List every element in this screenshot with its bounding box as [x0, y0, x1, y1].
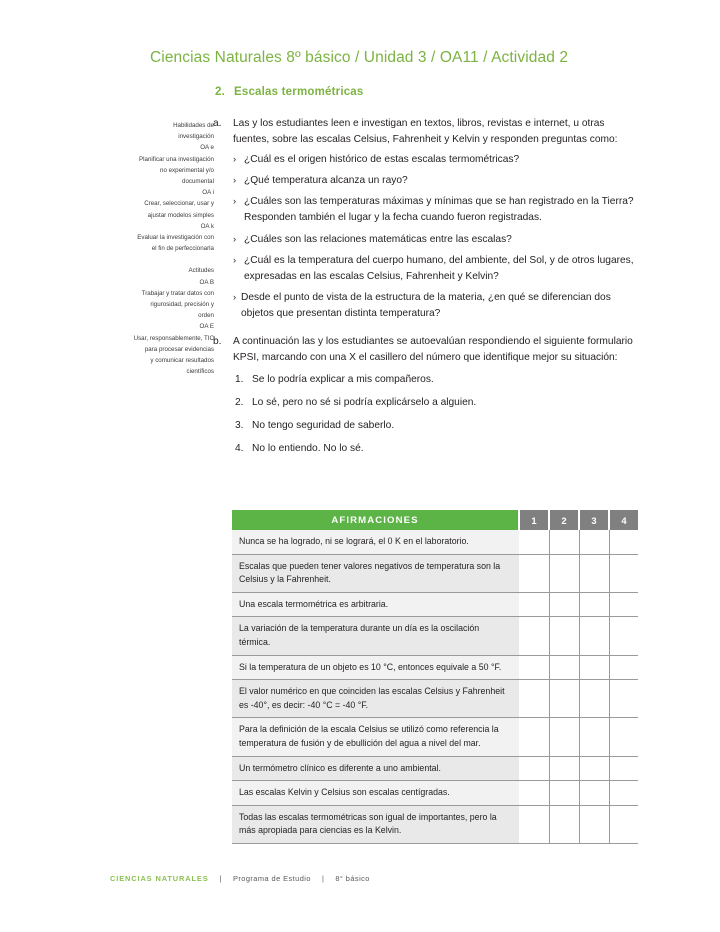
statement-text: El valor numérico en que coinciden las escalas Celsius y Fahrenheit es -40°, es decir: -40 °C = -40 °F. [232, 680, 519, 718]
table-row [232, 805, 638, 843]
sidebar-objectives [62, 120, 214, 377]
checkbox-cell-4[interactable] [609, 805, 638, 843]
table-row [232, 617, 638, 655]
statement-text: Las escalas Kelvin y Celsius son escalas centígradas. [232, 781, 519, 806]
sidebar-line: ajustar modelos simples [147, 211, 214, 219]
checkbox-cell-2[interactable] [549, 554, 579, 592]
checkbox-cell-4[interactable] [609, 592, 638, 617]
checkbox-cell-2[interactable] [549, 530, 579, 554]
checkbox-cell-1[interactable] [519, 617, 549, 655]
sidebar-line: rigurosidad, precisión y [150, 301, 214, 309]
kpsi-table-body [232, 530, 638, 843]
sidebar-spacer [62, 254, 214, 265]
document-header [150, 48, 670, 68]
sidebar-line: y comunicar resultados [150, 357, 214, 365]
kpsi-option [235, 372, 638, 388]
checkbox-cell-1[interactable] [519, 718, 549, 756]
sidebar-line: OA E [199, 323, 214, 331]
question-text: ¿Qué temperatura alcanza un rayo? [244, 175, 408, 187]
sidebar-line: para procesar evidencias [144, 345, 214, 353]
checkbox-cell-3[interactable] [579, 554, 609, 592]
main-content [213, 116, 638, 464]
checkbox-cell-1[interactable] [519, 655, 549, 680]
checkbox-cell-1[interactable] [519, 805, 549, 843]
table-row [232, 680, 638, 718]
checkbox-cell-4[interactable] [609, 680, 638, 718]
chevron-right-icon: › [233, 292, 237, 304]
option-number: 1. [235, 374, 244, 386]
sidebar-line: investigación [178, 133, 214, 141]
item-b-text: A continuación las y los estudiantes se autoevalúan respondiendo el siguiente formulario KPSI, marcando con una X el casillero del número que identifique mejor su situación: [233, 335, 633, 364]
question-item [233, 232, 638, 248]
chevron-right-icon: › [233, 233, 237, 245]
checkbox-cell-2[interactable] [549, 756, 579, 781]
sidebar-line: documental [182, 178, 214, 186]
sidebar-line: no experimental y/o [160, 166, 214, 174]
kpsi-option [235, 441, 638, 457]
checkbox-cell-3[interactable] [579, 655, 609, 680]
sidebar-line: OA i [202, 189, 214, 197]
page-title: Ciencias Naturales 8º básico / Unidad 3 / OA11 / Actividad 2 [150, 49, 569, 66]
sidebar-line: OA e [200, 144, 214, 152]
checkbox-cell-1[interactable] [519, 554, 549, 592]
question-list [233, 152, 638, 323]
question-item [233, 194, 638, 226]
sidebar-line: el fin de perfeccionarla [151, 245, 214, 253]
sidebar-block-habilidades [62, 120, 214, 254]
column-header-2: 2 [549, 510, 579, 530]
checkbox-cell-1[interactable] [519, 680, 549, 718]
checkbox-cell-1[interactable] [519, 781, 549, 806]
checkbox-cell-2[interactable] [549, 617, 579, 655]
kpsi-table-head [232, 510, 638, 530]
kpsi-option [235, 418, 638, 434]
activity-item-b [213, 334, 638, 367]
option-text: No tengo seguridad de saberlo. [252, 420, 395, 432]
kpsi-option-list [235, 372, 638, 457]
kpsi-option [235, 395, 638, 411]
sidebar-line: Habilidades de [173, 122, 214, 129]
question-text: Desde el punto de vista de la estructura de la materia, ¿en qué se diferencian dos objetos que presentan distinta temperatura? [241, 292, 611, 320]
statement-text: La variación de la temperatura durante un día es la oscilación térmica. [232, 617, 519, 655]
checkbox-cell-1[interactable] [519, 756, 549, 781]
table-row [232, 530, 638, 554]
footer-grade: 8° básico [335, 874, 370, 883]
question-item [233, 253, 638, 285]
option-text: Se lo podría explicar a mis compañeros. [252, 374, 434, 386]
question-text: ¿Cuál es la temperatura del cuerpo humano, del ambiente, del Sol, y de otros lugares, expresadas en las escalas Celsius, Fahrenheit y Kelvin? [244, 254, 634, 283]
option-number: 3. [235, 420, 244, 432]
section-title: Escalas termométricas [234, 86, 364, 98]
option-number: 4. [235, 443, 244, 455]
footer-program: Programa de Estudio [232, 874, 311, 883]
checkbox-cell-2[interactable] [549, 680, 579, 718]
option-text: No lo entiendo. No lo sé. [252, 443, 364, 455]
checkbox-cell-3[interactable] [579, 530, 609, 554]
checkbox-cell-3[interactable] [579, 805, 609, 843]
checkbox-cell-4[interactable] [609, 554, 638, 592]
item-marker-a: a. [213, 118, 222, 129]
section-number: 2. [215, 86, 225, 98]
kpsi-table-container [232, 510, 638, 844]
table-row [232, 756, 638, 781]
sidebar-block-actitudes [62, 265, 214, 377]
statement-text: Una escala termométrica es arbitraria. [232, 592, 519, 617]
table-header-row [232, 510, 638, 530]
footer-brand: CIENCIAS NATURALES [110, 874, 209, 883]
checkbox-cell-1[interactable] [519, 592, 549, 617]
table-row [232, 592, 638, 617]
column-header-afirmaciones: AFIRMACIONES [232, 510, 519, 530]
sidebar-line: Planificar una investigación [139, 155, 214, 163]
column-header-1: 1 [519, 510, 549, 530]
item-a-text: Las y los estudiantes leen e investigan en textos, libros, revistas e internet, u otras fuentes, sobre las escalas Celsius, Fahrenheit y Kelvin y responden preguntas como: [233, 118, 618, 146]
checkbox-cell-3[interactable] [579, 680, 609, 718]
checkbox-cell-2[interactable] [549, 805, 579, 843]
column-header-4: 4 [609, 510, 638, 530]
sidebar-line: OA k [200, 222, 214, 230]
chevron-right-icon: › [233, 196, 237, 208]
checkbox-cell-3[interactable] [579, 756, 609, 781]
column-header-3: 3 [579, 510, 609, 530]
sidebar-line: Trabajar y tratar datos con [141, 289, 214, 297]
checkbox-cell-1[interactable] [519, 530, 549, 554]
sidebar-line: OA B [199, 278, 214, 286]
checkbox-cell-2[interactable] [549, 781, 579, 806]
section-heading [215, 86, 364, 98]
question-item [233, 173, 638, 189]
chevron-right-icon: › [233, 254, 237, 266]
checkbox-cell-4[interactable] [609, 530, 638, 554]
sidebar-line: Usar, responsablemente, TIC [133, 334, 214, 342]
table-row [232, 718, 638, 756]
checkbox-cell-4[interactable] [609, 655, 638, 680]
question-text: ¿Cuáles son las relaciones matemáticas entre las escalas? [244, 233, 512, 245]
statement-text: Todas las escalas termométricas son igual de importantes, pero la más apropiada para ciencias es la Kelvin. [232, 805, 519, 843]
sidebar-line: orden [198, 312, 214, 320]
checkbox-cell-3[interactable] [579, 718, 609, 756]
page-footer [110, 874, 370, 883]
statement-text: Un termómetro clínico es diferente a uno ambiental. [232, 756, 519, 781]
item-marker-b: b. [213, 335, 222, 347]
kpsi-table [232, 510, 638, 844]
sidebar-line: científicos [186, 368, 214, 376]
option-number: 2. [235, 397, 244, 409]
sidebar-line: Actitudes [188, 267, 214, 275]
table-row [232, 554, 638, 592]
table-row [232, 781, 638, 806]
footer-separator: | [219, 874, 222, 883]
activity-item-a [213, 116, 638, 149]
question-item [233, 152, 638, 168]
chevron-right-icon: › [233, 153, 237, 165]
statement-text: Si la temperatura de un objeto es 10 °C, entonces equivale a 50 °F. [232, 655, 519, 680]
checkbox-cell-2[interactable] [549, 718, 579, 756]
checkbox-cell-4[interactable] [609, 781, 638, 806]
checkbox-cell-3[interactable] [579, 592, 609, 617]
statement-text: Escalas que pueden tener valores negativos de temperatura son la Celsius y la Fahrenheit. [232, 554, 519, 592]
table-row [232, 655, 638, 680]
checkbox-cell-2[interactable] [549, 592, 579, 617]
checkbox-cell-4[interactable] [609, 718, 638, 756]
checkbox-cell-2[interactable] [549, 655, 579, 680]
sidebar-line: Crear, seleccionar, usar y [144, 200, 214, 208]
chevron-right-icon: › [233, 175, 237, 187]
checkbox-cell-4[interactable] [609, 617, 638, 655]
option-text: Lo sé, pero no sé si podría explicárselo a alguien. [252, 397, 477, 409]
checkbox-cell-4[interactable] [609, 756, 638, 781]
checkbox-cell-3[interactable] [579, 617, 609, 655]
question-text: ¿Cuáles son las temperaturas máximas y mínimas que se han registrado en la Tierra? Responden también el lugar y la fecha cuando fueron registradas. [244, 196, 634, 224]
footer-separator: | [321, 874, 325, 883]
question-item [233, 290, 638, 322]
question-text: ¿Cuál es el origen histórico de estas escalas termométricas? [244, 153, 520, 165]
checkbox-cell-3[interactable] [579, 781, 609, 806]
statement-text: Nunca se ha logrado, ni se logrará, el 0 K en el laboratorio. [232, 530, 519, 554]
sidebar-line: Evaluar la investigación con [137, 234, 214, 242]
statement-text: Para la definición de la escala Celsius se utilizó como referencia la temperatura de fusión y de ebullición del agua a nivel del mar. [232, 718, 519, 756]
